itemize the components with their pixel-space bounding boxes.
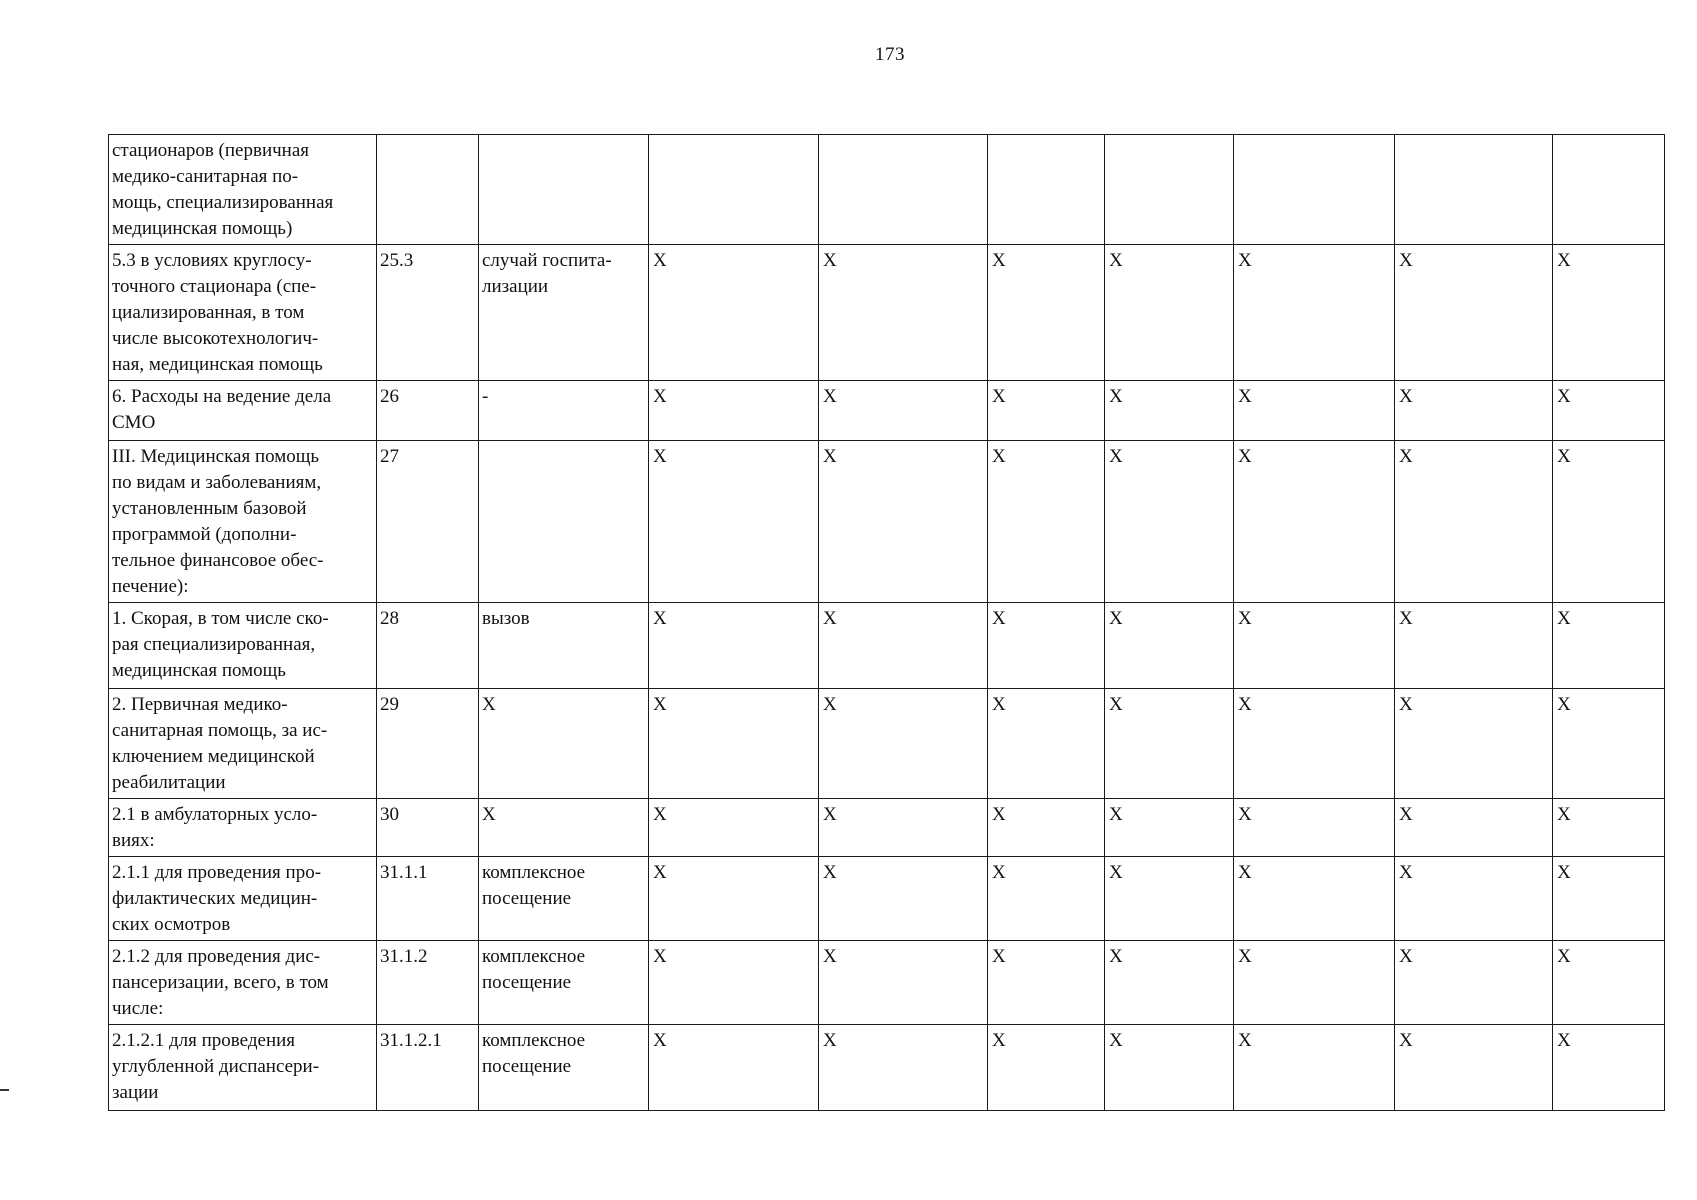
row-name-cell (109, 603, 377, 689)
row-unit-line: - (482, 386, 489, 407)
row-unit-line: комплексное (482, 862, 586, 883)
row-value-cell: X (1105, 603, 1234, 689)
row-value-cell: X (1105, 245, 1234, 381)
row-value-cell: X (1234, 857, 1395, 941)
row-code-cell: 31.1.2 (377, 941, 479, 1025)
row-value-cell: X (1234, 603, 1395, 689)
row-name-line: тельное финансовое обес- (112, 550, 324, 571)
row-value-cell: X (1395, 857, 1553, 941)
row-unit-line: X (482, 804, 496, 825)
row-value-cell (1105, 135, 1234, 245)
page-number: 173 (875, 44, 905, 65)
row-name-line: 5.3 в условиях круглосу- (112, 250, 312, 271)
row-name-line: зации (112, 1082, 159, 1103)
row-value-cell: X (1395, 1025, 1553, 1111)
row-value-cell: X (1395, 689, 1553, 799)
row-name-line: мощь, специализированная (112, 192, 334, 213)
row-value-cell: X (1105, 441, 1234, 603)
row-code-cell: 25.3 (377, 245, 479, 381)
row-value-cell: X (1553, 603, 1665, 689)
row-name-line: медицинская помощь (112, 660, 286, 681)
row-name-line: ключением медицинской (112, 746, 315, 767)
row-value-cell: X (1234, 441, 1395, 603)
row-value-cell: X (1105, 857, 1234, 941)
row-value-cell: X (988, 799, 1105, 857)
row-unit-cell (479, 441, 649, 603)
row-name-cell (109, 381, 377, 441)
row-code-cell: 29 (377, 689, 479, 799)
row-value-cell: X (819, 799, 988, 857)
row-value-cell: X (819, 1025, 988, 1111)
row-unit-line: посещение (482, 888, 572, 909)
row-unit-cell (479, 689, 649, 799)
row-name-line: медицинская помощь) (112, 218, 293, 239)
table-row (109, 135, 1665, 245)
edge-mark (0, 1089, 9, 1091)
row-unit-cell (479, 857, 649, 941)
row-name-cell (109, 441, 377, 603)
row-value-cell: X (1395, 381, 1553, 441)
row-name-line: виях: (112, 830, 155, 851)
row-name-line: 6. Расходы на ведение дела (112, 386, 332, 407)
row-name-line: программой (дополни- (112, 524, 297, 545)
row-value-cell: X (649, 857, 819, 941)
row-name-line: 2.1.2 для проведения дис- (112, 946, 321, 967)
row-unit-cell (479, 135, 649, 245)
row-code-cell: 30 (377, 799, 479, 857)
row-value-cell: X (1234, 381, 1395, 441)
row-value-cell: X (649, 799, 819, 857)
row-value-cell (988, 135, 1105, 245)
row-value-cell: X (819, 857, 988, 941)
row-value-cell: X (1553, 245, 1665, 381)
row-name-line: по видам и заболеваниям, (112, 472, 322, 493)
row-name-line: числе высокотехнологич- (112, 328, 319, 349)
row-value-cell: X (649, 245, 819, 381)
row-value-cell: X (1105, 381, 1234, 441)
row-name-line: печение): (112, 576, 189, 597)
row-value-cell: X (649, 689, 819, 799)
row-unit-cell (479, 381, 649, 441)
row-unit-line: лизации (482, 276, 549, 297)
row-unit-cell (479, 603, 649, 689)
row-code-cell (377, 135, 479, 245)
row-value-cell: X (649, 441, 819, 603)
row-name-line: числе: (112, 998, 164, 1019)
row-name-cell (109, 135, 377, 245)
row-unit-line: комплексное (482, 1030, 586, 1051)
row-name-cell (109, 941, 377, 1025)
row-value-cell: X (819, 381, 988, 441)
row-value-cell: X (1234, 1025, 1395, 1111)
row-name-line: стационаров (первичная (112, 140, 310, 161)
row-value-cell: X (988, 1025, 1105, 1111)
row-code-cell: 26 (377, 381, 479, 441)
row-name-line: рая специализированная, (112, 634, 316, 655)
row-value-cell: X (1105, 799, 1234, 857)
row-value-cell: X (1395, 603, 1553, 689)
row-unit-line: случай госпита- (482, 250, 612, 271)
row-name-line: углубленной диспансери- (112, 1056, 320, 1077)
row-value-cell: X (649, 941, 819, 1025)
row-name-line: установленным базовой (112, 498, 307, 519)
table-body (109, 135, 1665, 1111)
row-unit-cell (479, 245, 649, 381)
row-name-line: III. Медицинская помощь (112, 446, 320, 467)
row-value-cell: X (1395, 441, 1553, 603)
row-value-cell: X (988, 603, 1105, 689)
row-name-line: реабилитации (112, 772, 226, 793)
row-value-cell: X (819, 245, 988, 381)
row-value-cell: X (988, 441, 1105, 603)
row-value-cell: X (1553, 689, 1665, 799)
row-name-line: 2. Первичная медико- (112, 694, 288, 715)
row-value-cell: X (988, 245, 1105, 381)
row-value-cell: X (988, 381, 1105, 441)
row-value-cell: X (1234, 689, 1395, 799)
row-value-cell: X (988, 941, 1105, 1025)
row-value-cell: X (1553, 799, 1665, 857)
table-row (109, 689, 1665, 799)
row-value-cell: X (1234, 245, 1395, 381)
table-row (109, 1025, 1665, 1111)
row-value-cell (1395, 135, 1553, 245)
row-name-line: медико-санитарная по- (112, 166, 299, 187)
row-name-line: ная, медицинская помощь (112, 354, 323, 375)
row-value-cell: X (1553, 381, 1665, 441)
row-unit-line: X (482, 694, 496, 715)
row-unit-line: вызов (482, 608, 530, 629)
row-name-line: точного стационара (спе- (112, 276, 317, 297)
row-unit-line: комплексное (482, 946, 586, 967)
row-value-cell: X (1234, 941, 1395, 1025)
row-name-line: СМО (112, 412, 156, 433)
data-table (108, 134, 1665, 1111)
row-value-cell: X (988, 689, 1105, 799)
row-name-line: пансеризации, всего, в том (112, 972, 329, 993)
row-value-cell: X (1395, 799, 1553, 857)
row-unit-line: посещение (482, 972, 572, 993)
row-value-cell: X (819, 441, 988, 603)
row-value-cell: X (1553, 857, 1665, 941)
table-row (109, 441, 1665, 603)
row-value-cell: X (1553, 941, 1665, 1025)
table-row (109, 603, 1665, 689)
row-value-cell (649, 135, 819, 245)
row-name-line: ских осмотров (112, 914, 231, 935)
table-row (109, 381, 1665, 441)
row-value-cell: X (649, 381, 819, 441)
row-name-line: 2.1 в амбулаторных усло- (112, 804, 318, 825)
row-name-cell (109, 857, 377, 941)
row-name-line: 2.1.2.1 для проведения (112, 1030, 296, 1051)
row-value-cell: X (1553, 1025, 1665, 1111)
row-value-cell: X (819, 603, 988, 689)
row-value-cell: X (819, 689, 988, 799)
row-name-line: циализированная, в том (112, 302, 305, 323)
row-code-cell: 31.1.1 (377, 857, 479, 941)
row-value-cell: X (649, 603, 819, 689)
table-row (109, 799, 1665, 857)
row-value-cell: X (1234, 799, 1395, 857)
row-name-line: 1. Скорая, в том числе ско- (112, 608, 329, 629)
row-value-cell: X (1105, 941, 1234, 1025)
row-value-cell: X (1105, 689, 1234, 799)
table-row (109, 245, 1665, 381)
row-unit-cell (479, 941, 649, 1025)
row-value-cell: X (1395, 245, 1553, 381)
row-value-cell: X (1553, 441, 1665, 603)
row-unit-cell (479, 799, 649, 857)
row-value-cell (1234, 135, 1395, 245)
row-name-line: санитарная помощь, за ис- (112, 720, 328, 741)
row-name-cell (109, 245, 377, 381)
row-name-line: 2.1.1 для проведения про- (112, 862, 322, 883)
row-code-cell: 28 (377, 603, 479, 689)
row-value-cell (819, 135, 988, 245)
row-name-cell (109, 799, 377, 857)
row-value-cell: X (819, 941, 988, 1025)
row-unit-line: посещение (482, 1056, 572, 1077)
row-code-cell: 27 (377, 441, 479, 603)
row-value-cell: X (1395, 941, 1553, 1025)
row-value-cell (1553, 135, 1665, 245)
row-value-cell: X (988, 857, 1105, 941)
row-value-cell: X (649, 1025, 819, 1111)
table-row (109, 941, 1665, 1025)
row-name-line: филактических медицин- (112, 888, 318, 909)
table-row (109, 857, 1665, 941)
row-value-cell: X (1105, 1025, 1234, 1111)
row-name-cell (109, 1025, 377, 1111)
row-name-cell (109, 689, 377, 799)
row-code-cell: 31.1.2.1 (377, 1025, 479, 1111)
row-unit-cell (479, 1025, 649, 1111)
